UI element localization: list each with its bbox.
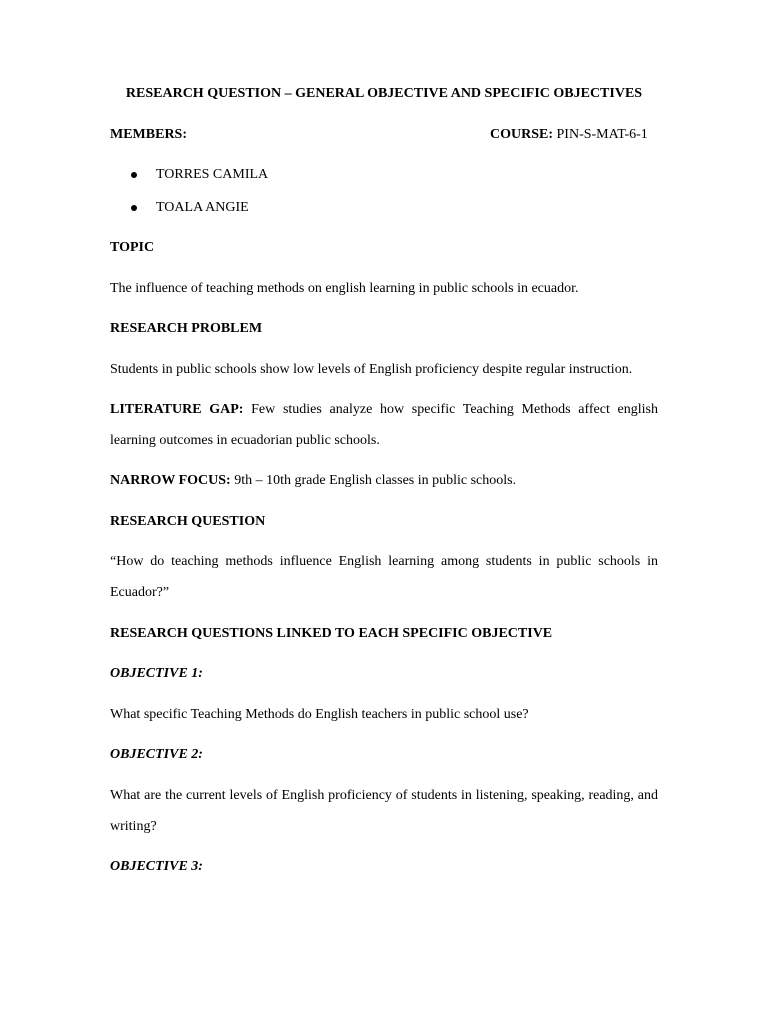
research-question-heading: RESEARCH QUESTION <box>110 514 266 529</box>
literature-gap-label: LITERATURE GAP: <box>110 402 244 417</box>
objective-1-label: OBJECTIVE 1: <box>110 666 203 681</box>
bullet-icon <box>131 172 137 178</box>
member-item: TOALA ANGIE <box>156 200 249 215</box>
objective-2-question-line2: writing? <box>110 819 157 834</box>
narrow-focus-line <box>110 472 658 490</box>
members-label: MEMBERS: <box>110 127 187 142</box>
course-label: COURSE: <box>490 127 554 142</box>
course-line <box>490 126 648 144</box>
objective-2-label: OBJECTIVE 2: <box>110 747 203 762</box>
bullet-icon <box>131 205 137 211</box>
literature-gap-line2: learning outcomes in ecuadorian public schools. <box>110 433 380 448</box>
objective-1-question: What specific Teaching Methods do English teachers in public school use? <box>110 707 529 722</box>
topic-heading: TOPIC <box>110 240 155 255</box>
narrow-focus-label: NARROW FOCUS: <box>110 473 231 488</box>
objective-2-question-line1: What are the current levels of English proficiency of students in listening, speaking, reading, and <box>110 788 658 803</box>
linked-questions-heading: RESEARCH QUESTIONS LINKED TO EACH SPECIFIC OBJECTIVE <box>110 626 553 641</box>
research-problem-heading: RESEARCH PROBLEM <box>110 321 263 336</box>
objective-3-label: OBJECTIVE 3: <box>110 859 203 874</box>
research-problem-text: Students in public schools show low levels of English proficiency despite regular instruction. <box>110 362 633 377</box>
topic-text: The influence of teaching methods on english learning in public schools in ecuador. <box>110 281 579 296</box>
document-title: RESEARCH QUESTION – GENERAL OBJECTIVE AND SPECIFIC OBJECTIVES <box>125 86 643 101</box>
literature-gap-text: Few studies analyze how specific Teaching Methods affect english <box>243 402 658 417</box>
narrow-focus-text: 9th – 10th grade English classes in public schools. <box>230 473 517 488</box>
member-item: TORRES CAMILA <box>156 167 269 182</box>
course-value: PIN-S-MAT-6-1 <box>553 127 648 142</box>
research-question-line2: Ecuador?” <box>110 585 170 600</box>
research-question-line1: “How do teaching methods influence English learning among students in public schools in <box>110 554 658 569</box>
literature-gap-line1 <box>110 401 658 419</box>
